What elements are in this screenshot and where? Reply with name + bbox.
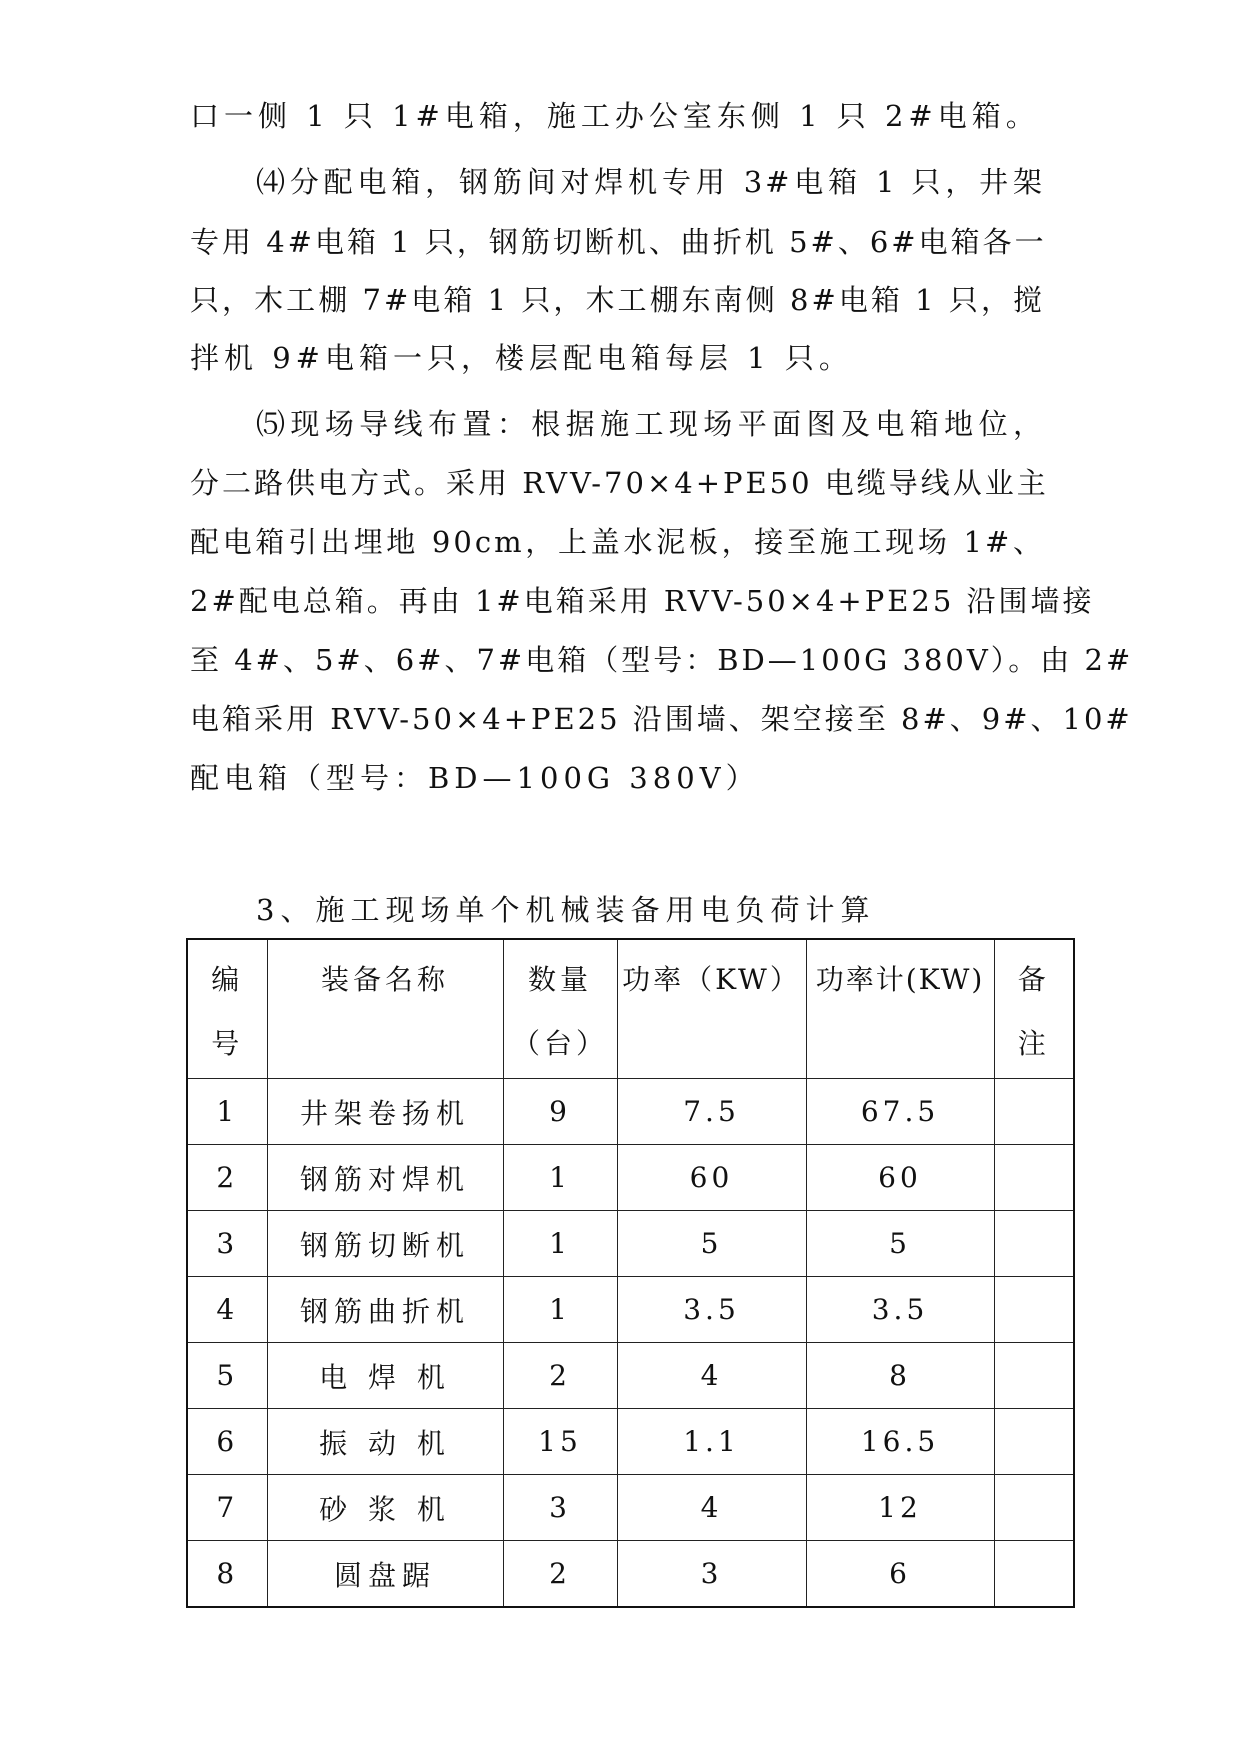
paragraph-line: 分二路供电方式。采用 RVV-70×4+PE50 电缆导线从业主 xyxy=(190,466,1049,500)
cell-total: 67.5 xyxy=(806,1079,994,1145)
cell-qty: 2 xyxy=(503,1541,617,1608)
cell-note xyxy=(994,1343,1074,1409)
table-row xyxy=(187,1211,1074,1277)
cell-name: 钢筋对焊机 xyxy=(267,1145,503,1211)
header-cell-total-power: 功率计(KW) xyxy=(806,939,994,1079)
header-cell-note: 备 注 xyxy=(994,939,1074,1079)
cell-note xyxy=(994,1541,1074,1608)
cell-note xyxy=(994,1475,1074,1541)
cell-no: 3 xyxy=(187,1211,267,1277)
cell-note xyxy=(994,1277,1074,1343)
cell-no: 1 xyxy=(187,1079,267,1145)
equipment-load-table xyxy=(186,938,1075,1608)
cell-qty: 1 xyxy=(503,1145,617,1211)
cell-power: 60 xyxy=(617,1145,806,1211)
paragraph-line: 配电箱（型号：BD—100G 380V） xyxy=(190,761,760,795)
cell-no: 4 xyxy=(187,1277,267,1343)
cell-total: 8 xyxy=(806,1343,994,1409)
header-cell-name: 装备名称 xyxy=(267,939,503,1079)
paragraph-line: 配电箱引出埋地 90cm，上盖水泥板，接至施工现场 1#、 xyxy=(190,525,1045,559)
paragraph-line: 至 4#、5#、6#、7#电箱（型号：BD—100G 380V）。由 2# xyxy=(190,643,1134,677)
cell-note xyxy=(994,1145,1074,1211)
cell-qty: 1 xyxy=(503,1277,617,1343)
cell-power: 3 xyxy=(617,1541,806,1608)
cell-name: 井架卷扬机 xyxy=(267,1079,503,1145)
cell-name: 钢筋曲折机 xyxy=(267,1277,503,1343)
cell-total: 12 xyxy=(806,1475,994,1541)
cell-total: 16.5 xyxy=(806,1409,994,1475)
table-row xyxy=(187,1343,1074,1409)
header-cell-qty: 数量 （台） xyxy=(503,939,617,1079)
cell-no: 6 xyxy=(187,1409,267,1475)
cell-power: 3.5 xyxy=(617,1277,806,1343)
cell-note xyxy=(994,1079,1074,1145)
paragraph-line: 只，木工棚 7#电箱 1 只，木工棚东南侧 8#电箱 1 只，搅 xyxy=(190,283,1045,317)
paragraph-line: 口一侧 1 只 1#电箱，施工办公室东侧 1 只 2#电箱。 xyxy=(190,99,1040,133)
cell-power: 4 xyxy=(617,1343,806,1409)
table-header xyxy=(187,939,1074,1079)
table-row xyxy=(187,1409,1074,1475)
cell-power: 5 xyxy=(617,1211,806,1277)
table-row xyxy=(187,1277,1074,1343)
paragraph-line: ⑷分配电箱，钢筋间对焊机专用 3#电箱 1 只，井架 xyxy=(256,165,1045,199)
table-row xyxy=(187,1541,1074,1608)
cell-qty: 2 xyxy=(503,1343,617,1409)
cell-no: 5 xyxy=(187,1343,267,1409)
cell-power: 7.5 xyxy=(617,1079,806,1145)
cell-no: 2 xyxy=(187,1145,267,1211)
section-title: 3、施工现场单个机械装备用电负荷计算 xyxy=(256,893,876,927)
cell-name: 振 动 机 xyxy=(267,1409,503,1475)
cell-name: 圆盘踞 xyxy=(267,1541,503,1608)
header-cell-power: 功率（KW） xyxy=(617,939,806,1079)
cell-name: 钢筋切断机 xyxy=(267,1211,503,1277)
cell-qty: 3 xyxy=(503,1475,617,1541)
table-row xyxy=(187,1079,1074,1145)
cell-name: 电 焊 机 xyxy=(267,1343,503,1409)
cell-qty: 1 xyxy=(503,1211,617,1277)
cell-name: 砂 浆 机 xyxy=(267,1475,503,1541)
paragraph-line: 专用 4#电箱 1 只，钢筋切断机、曲折机 5#、6#电箱各一 xyxy=(190,225,1047,259)
paragraph-line: 电箱采用 RVV-50×4+PE25 沿围墙、架空接至 8#、9#、10# xyxy=(190,702,1133,736)
table-row xyxy=(187,1145,1074,1211)
cell-qty: 15 xyxy=(503,1409,617,1475)
paragraph-line: ⑸现场导线布置：根据施工现场平面图及电箱地位， xyxy=(256,407,1045,441)
cell-power: 4 xyxy=(617,1475,806,1541)
cell-no: 7 xyxy=(187,1475,267,1541)
paragraph-line: 拌机 9#电箱一只，楼层配电箱每层 1 只。 xyxy=(190,341,853,375)
paragraph-line: 2#配电总箱。再由 1#电箱采用 RVV-50×4+PE25 沿围墙接 xyxy=(190,584,1095,618)
cell-note xyxy=(994,1409,1074,1475)
cell-total: 60 xyxy=(806,1145,994,1211)
cell-qty: 9 xyxy=(503,1079,617,1145)
cell-total: 6 xyxy=(806,1541,994,1608)
cell-total: 3.5 xyxy=(806,1277,994,1343)
table-row xyxy=(187,1475,1074,1541)
cell-note xyxy=(994,1211,1074,1277)
header-cell-no: 编 号 xyxy=(187,939,267,1079)
cell-power: 1.1 xyxy=(617,1409,806,1475)
cell-total: 5 xyxy=(806,1211,994,1277)
cell-no: 8 xyxy=(187,1541,267,1608)
